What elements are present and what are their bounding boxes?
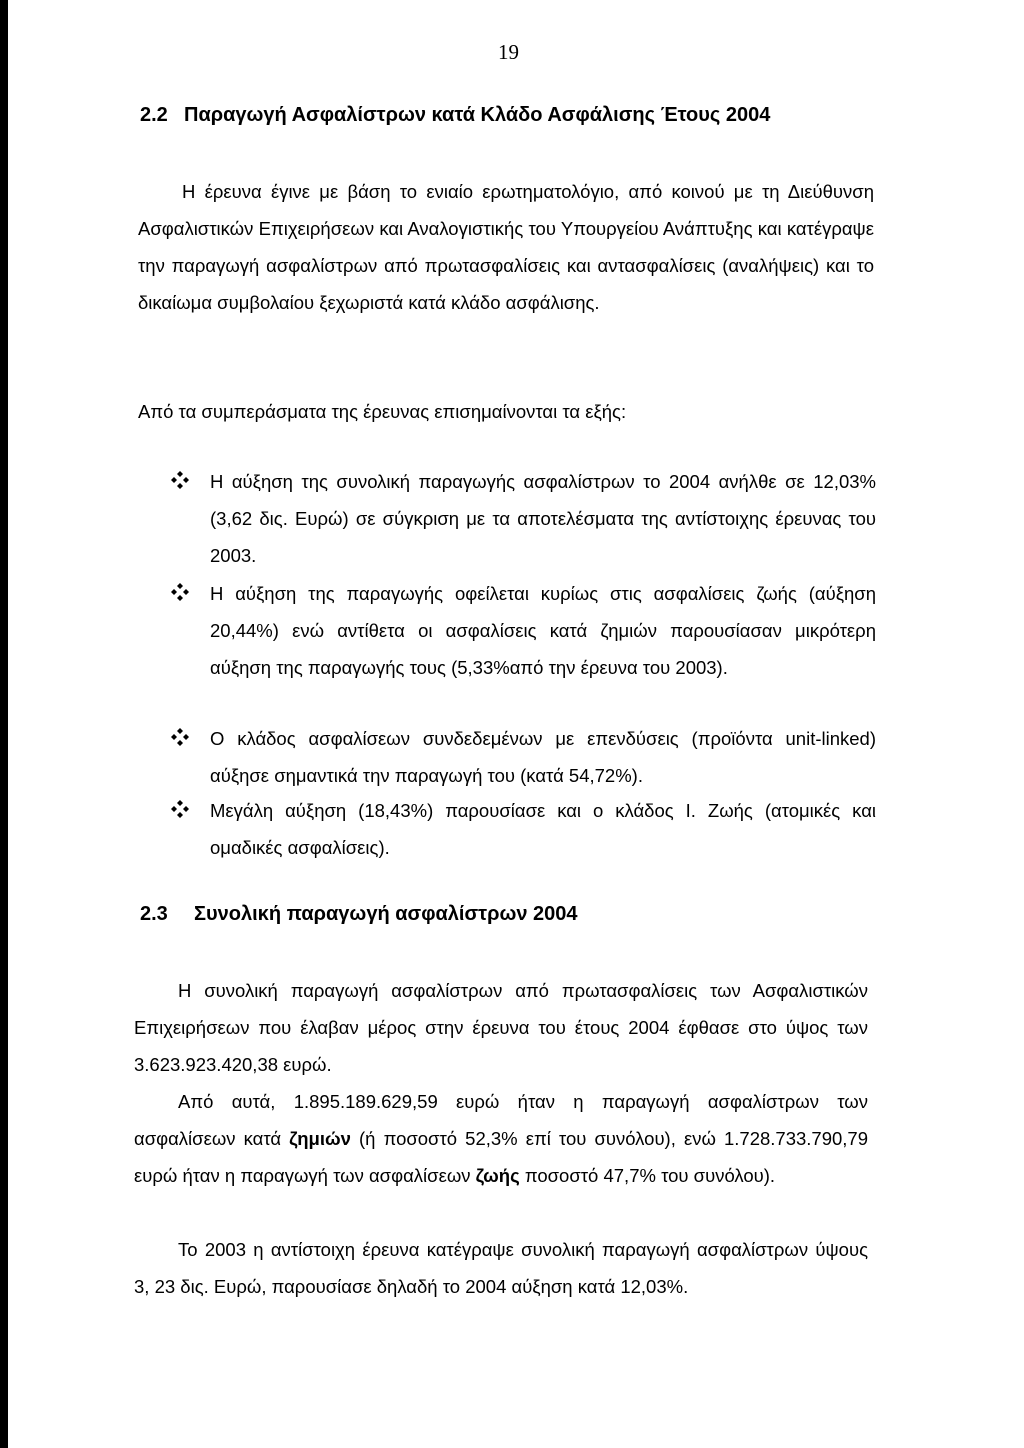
breakdown-text-c: ποσοστό 47,7% του συνόλου).: [519, 1165, 776, 1186]
diamond-bullet-icon: [170, 799, 190, 819]
conclusions-lead: Από τα συμπεράσματα της έρευνας επισημαίνονται τα εξής:: [138, 401, 627, 422]
intro-paragraph: Η έρευνα έγινε με βάση το ενιαίο ερωτηματολόγιο, από κοινού με τη Διεύθυνση Ασφαλιστικών Επιχειρήσεων και Αναλογιστικής του Υπουργείου Ανάπτυξης και κατέγραψε την παραγωγή ασφαλίστρων από πρωτασφαλίσεις και αντασφαλίσεις (αναλήψεις) και το δικαίωμα συμβολαίου ξεχωριστά κατά κλάδο ασφάλισης.: [138, 181, 874, 313]
comparison-paragraph: Το 2003 η αντίστοιχη έρευνα κατέγραψε συνολική παραγωγή ασφαλίστρων ύψους 3, 23 δις. Ευρώ, παρουσίασε δηλαδή το 2004 αύξηση κατά 12,03%.: [134, 1239, 868, 1297]
section-title: Συνολική παραγωγή ασφαλίστρων 2004: [194, 903, 578, 925]
breakdown-bold-non-life: ζημιών: [289, 1128, 351, 1149]
list-item-text: Ο κλάδος ασφαλίσεων συνδεδεμένων με επενδύσεις (προϊόντα unit-linked) αύξησε σημαντικά την παραγωγή του (κατά 54,72%).: [210, 728, 876, 786]
breakdown-paragraph: [134, 1083, 868, 1194]
breakdown-text-b: (ή ποσοστό 52,3% επί του συνόλου), ενώ 1.728.733.790,79 ευρώ ήταν η παραγωγή των ασφαλίσεων: [134, 1128, 868, 1186]
list-item-text: Η αύξηση της συνολική παραγωγής ασφαλίστρων το 2004 ανήλθε σε 12,03% (3,62 δις. Ευρώ) σε σύγκριση με τα αποτελέσματα της αντίστοιχης έρευνας του 2003.: [210, 471, 876, 566]
diamond-bullet-icon: [170, 470, 190, 490]
breakdown-bold-life: ζωής: [475, 1165, 520, 1186]
page-number: 19: [498, 40, 519, 64]
list-item-text: Η αύξηση της παραγωγής οφείλεται κυρίως στις ασφαλίσεις ζωής (αύξηση 20,44%) ενώ αντίθετα οι ασφαλίσεις κατά ζημιών παρουσίασαν μικρότερη αύξηση της παραγωγής τους (5,33%από την έρευνα του 2003).: [210, 583, 876, 678]
diamond-bullet-icon: [170, 582, 190, 602]
section-number: 2.3: [140, 903, 168, 925]
total-production-paragraph: Η συνολική παραγωγή ασφαλίστρων από πρωτασφαλίσεις των Ασφαλιστικών Επιχειρήσεων που έλαβαν μέρος στην έρευνα του έτους 2004 έφθασε στο ύψος των 3.623.923.420,38 ευρώ.: [134, 980, 868, 1075]
list-item-text: Μεγάλη αύξηση (18,43%) παρουσίασε και ο κλάδος Ι. Ζωής (ατομικές και ομαδικές ασφαλίσεις).: [210, 800, 876, 858]
document-page: [8, 0, 1024, 1448]
section-number: 2.2: [140, 104, 168, 126]
breakdown-text-a: Από αυτά, 1.895.189.629,59 ευρώ ήταν η παραγωγή ασφαλίστρων των ασφαλίσεων κατά: [134, 1091, 868, 1149]
section-title: Παραγωγή Ασφαλίστρων κατά Κλάδο Ασφάλισης Έτους 2004: [184, 104, 771, 126]
diamond-bullet-icon: [170, 727, 190, 747]
